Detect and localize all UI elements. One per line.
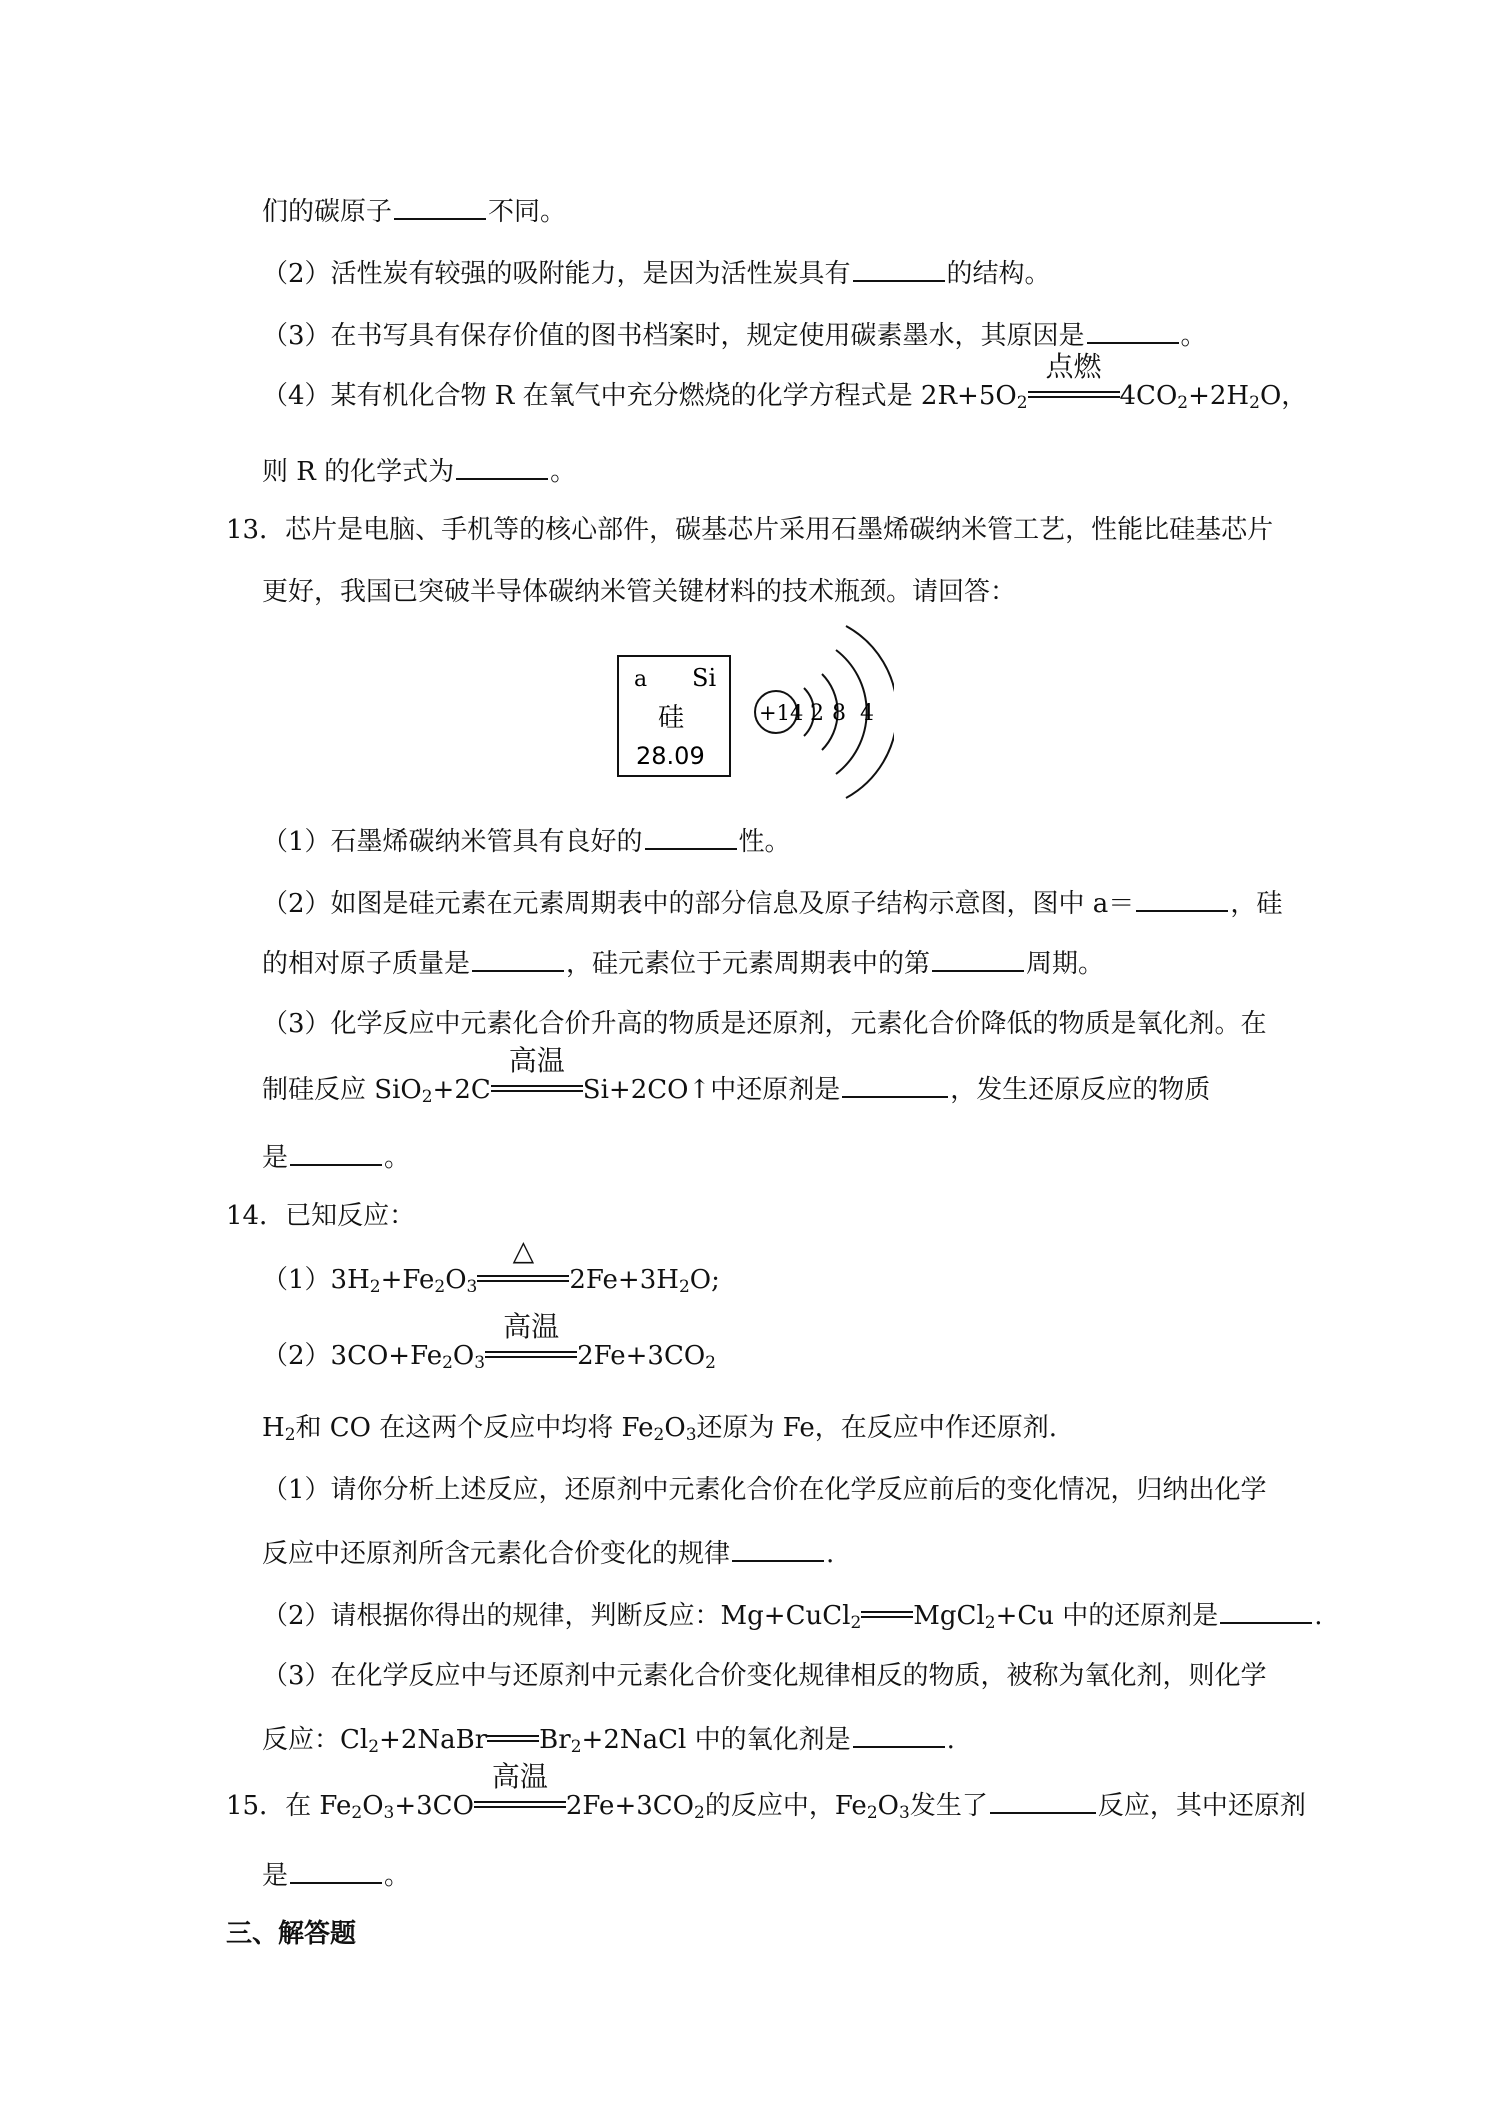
section-heading: 三、解答题 <box>226 1919 357 1949</box>
q14-title: 14．已知反应： <box>226 1201 416 1231</box>
reaction-arrow: 点燃 <box>1028 384 1120 404</box>
q14-reaction2: $(2)3CO+Fe_2O_3$ 高温 $2Fe+3CO_2$ <box>262 1310 716 1373</box>
shell-electrons: 8 <box>832 701 846 726</box>
answer-blank[interactable] <box>853 254 945 282</box>
shell-electrons: 2 <box>810 701 824 726</box>
q14-sub1-line2: 反应中还原剂所含元素化合价变化的规律 . <box>262 1534 834 1572</box>
answer-blank[interactable] <box>932 944 1024 972</box>
element-box-a: a <box>634 667 648 692</box>
reaction-arrow: △ <box>477 1268 569 1288</box>
q13-sub3-line3: 是 。 <box>262 1138 410 1176</box>
q15-line1: 15．在 $Fe_2O_3+3CO$ 高温 $2Fe+3CO_2$的反应中，$Fe_2O_3$发生了 反应，其中还原剂 <box>226 1760 1306 1823</box>
q13-sub2-line2: 的相对原子质量是 ，硅元素位于元素周期表中的第 周期。 <box>262 944 1104 982</box>
answer-blank[interactable] <box>472 944 564 972</box>
answer-blank[interactable] <box>1220 1596 1312 1624</box>
answer-blank[interactable] <box>394 192 486 220</box>
answer-blank[interactable] <box>853 1720 945 1748</box>
q13-sub1: （1）石墨烯碳纳米管具有良好的 性。 <box>262 822 791 860</box>
q12-sub2: （2）活性炭有较强的吸附能力，是因为活性炭具有 的结构。 <box>262 254 1051 292</box>
q12-sub3: （3）在书写具有保存价值的图书档案时，规定使用碳素墨水，其原因是 。 <box>262 316 1207 354</box>
reaction-arrow: 高温 <box>485 1344 577 1364</box>
q13-stem-line2: 更好，我国已突破半导体碳纳米管关键材料的技术瓶颈。请回答： <box>262 577 1017 607</box>
reaction-arrow: 高温 <box>474 1794 566 1814</box>
answer-blank[interactable] <box>645 822 737 850</box>
nucleus-charge: +14 <box>759 701 804 725</box>
q14-sub2: （2）请根据你得出的规律，判断反应：Mg+CuCl$_2$ MgCl$_2$+Cu 中的还原剂是 . <box>262 1596 1323 1634</box>
answer-blank[interactable] <box>732 1534 824 1562</box>
shell-electrons: 4 <box>860 701 874 726</box>
element-name: 硅 <box>658 703 685 733</box>
q13-sub2-line1: （2）如图是硅元素在元素周期表中的部分信息及原子结构示意图，图中 a＝ ，硅 <box>262 884 1282 922</box>
equals-sign <box>861 1604 913 1624</box>
q14-reaction1: $(1)3H_2+Fe_2O_3$ △ $2Fe+3H_2O$; <box>262 1234 720 1297</box>
answer-blank[interactable] <box>990 1786 1096 1814</box>
answer-blank[interactable] <box>1136 884 1228 912</box>
q12-line1: 们的碳原子 不同。 <box>262 192 566 230</box>
equals-sign <box>487 1728 539 1748</box>
q12-sub4: （4）某有机化合物 R 在氧气中充分燃烧的化学方程式是 $2R+5O_2$ 点燃 $4CO_2+2H_2O$， <box>262 350 1308 413</box>
element-mass: 28.09 <box>636 742 705 770</box>
answer-blank[interactable] <box>842 1070 948 1098</box>
q14-intro: $H_2$和 CO 在这两个反应中均将 $Fe_2O_3$还原为 Fe，在反应中作还原剂. <box>262 1413 1058 1445</box>
answer-blank[interactable] <box>456 452 548 480</box>
answer-blank[interactable] <box>290 1856 382 1884</box>
q13-sub3-line2: 制硅反应 SiO$_2$+2C 高温 Si+2CO↑中还原剂是 ，发生还原反应的物质 <box>262 1044 1211 1107</box>
silicon-element-diagram <box>614 620 894 810</box>
q14-sub3-line2: 反应：$Cl_2+2NaBr$ $Br_2+2NaCl$ 中的氧化剂是 . <box>262 1720 955 1758</box>
reaction-arrow: 高温 <box>491 1078 583 1098</box>
element-symbol: Si <box>692 664 717 692</box>
q12-line5: 则 R 的化学式为 。 <box>262 452 576 490</box>
silicon-figure <box>614 620 894 817</box>
answer-blank[interactable] <box>1087 316 1179 344</box>
q13-stem-line1: 13．芯片是电脑、手机等的核心部件，碳基芯片采用石墨烯碳纳米管工艺，性能比硅基芯片 <box>226 515 1274 545</box>
q14-sub1-line1: （1）请你分析上述反应，还原剂中元素化合价在化学反应前后的变化情况，归纳出化学 <box>262 1475 1267 1505</box>
q13-sub3-line1: （3）化学反应中元素化合价升高的物质是还原剂，元素化合价降低的物质是氧化剂。在 <box>262 1009 1267 1039</box>
answer-blank[interactable] <box>290 1138 382 1166</box>
q14-sub3-line1: （3）在化学反应中与还原剂中元素化合价变化规律相反的物质，被称为氧化剂，则化学 <box>262 1661 1267 1691</box>
q15-line2: 是 。 <box>262 1856 410 1894</box>
